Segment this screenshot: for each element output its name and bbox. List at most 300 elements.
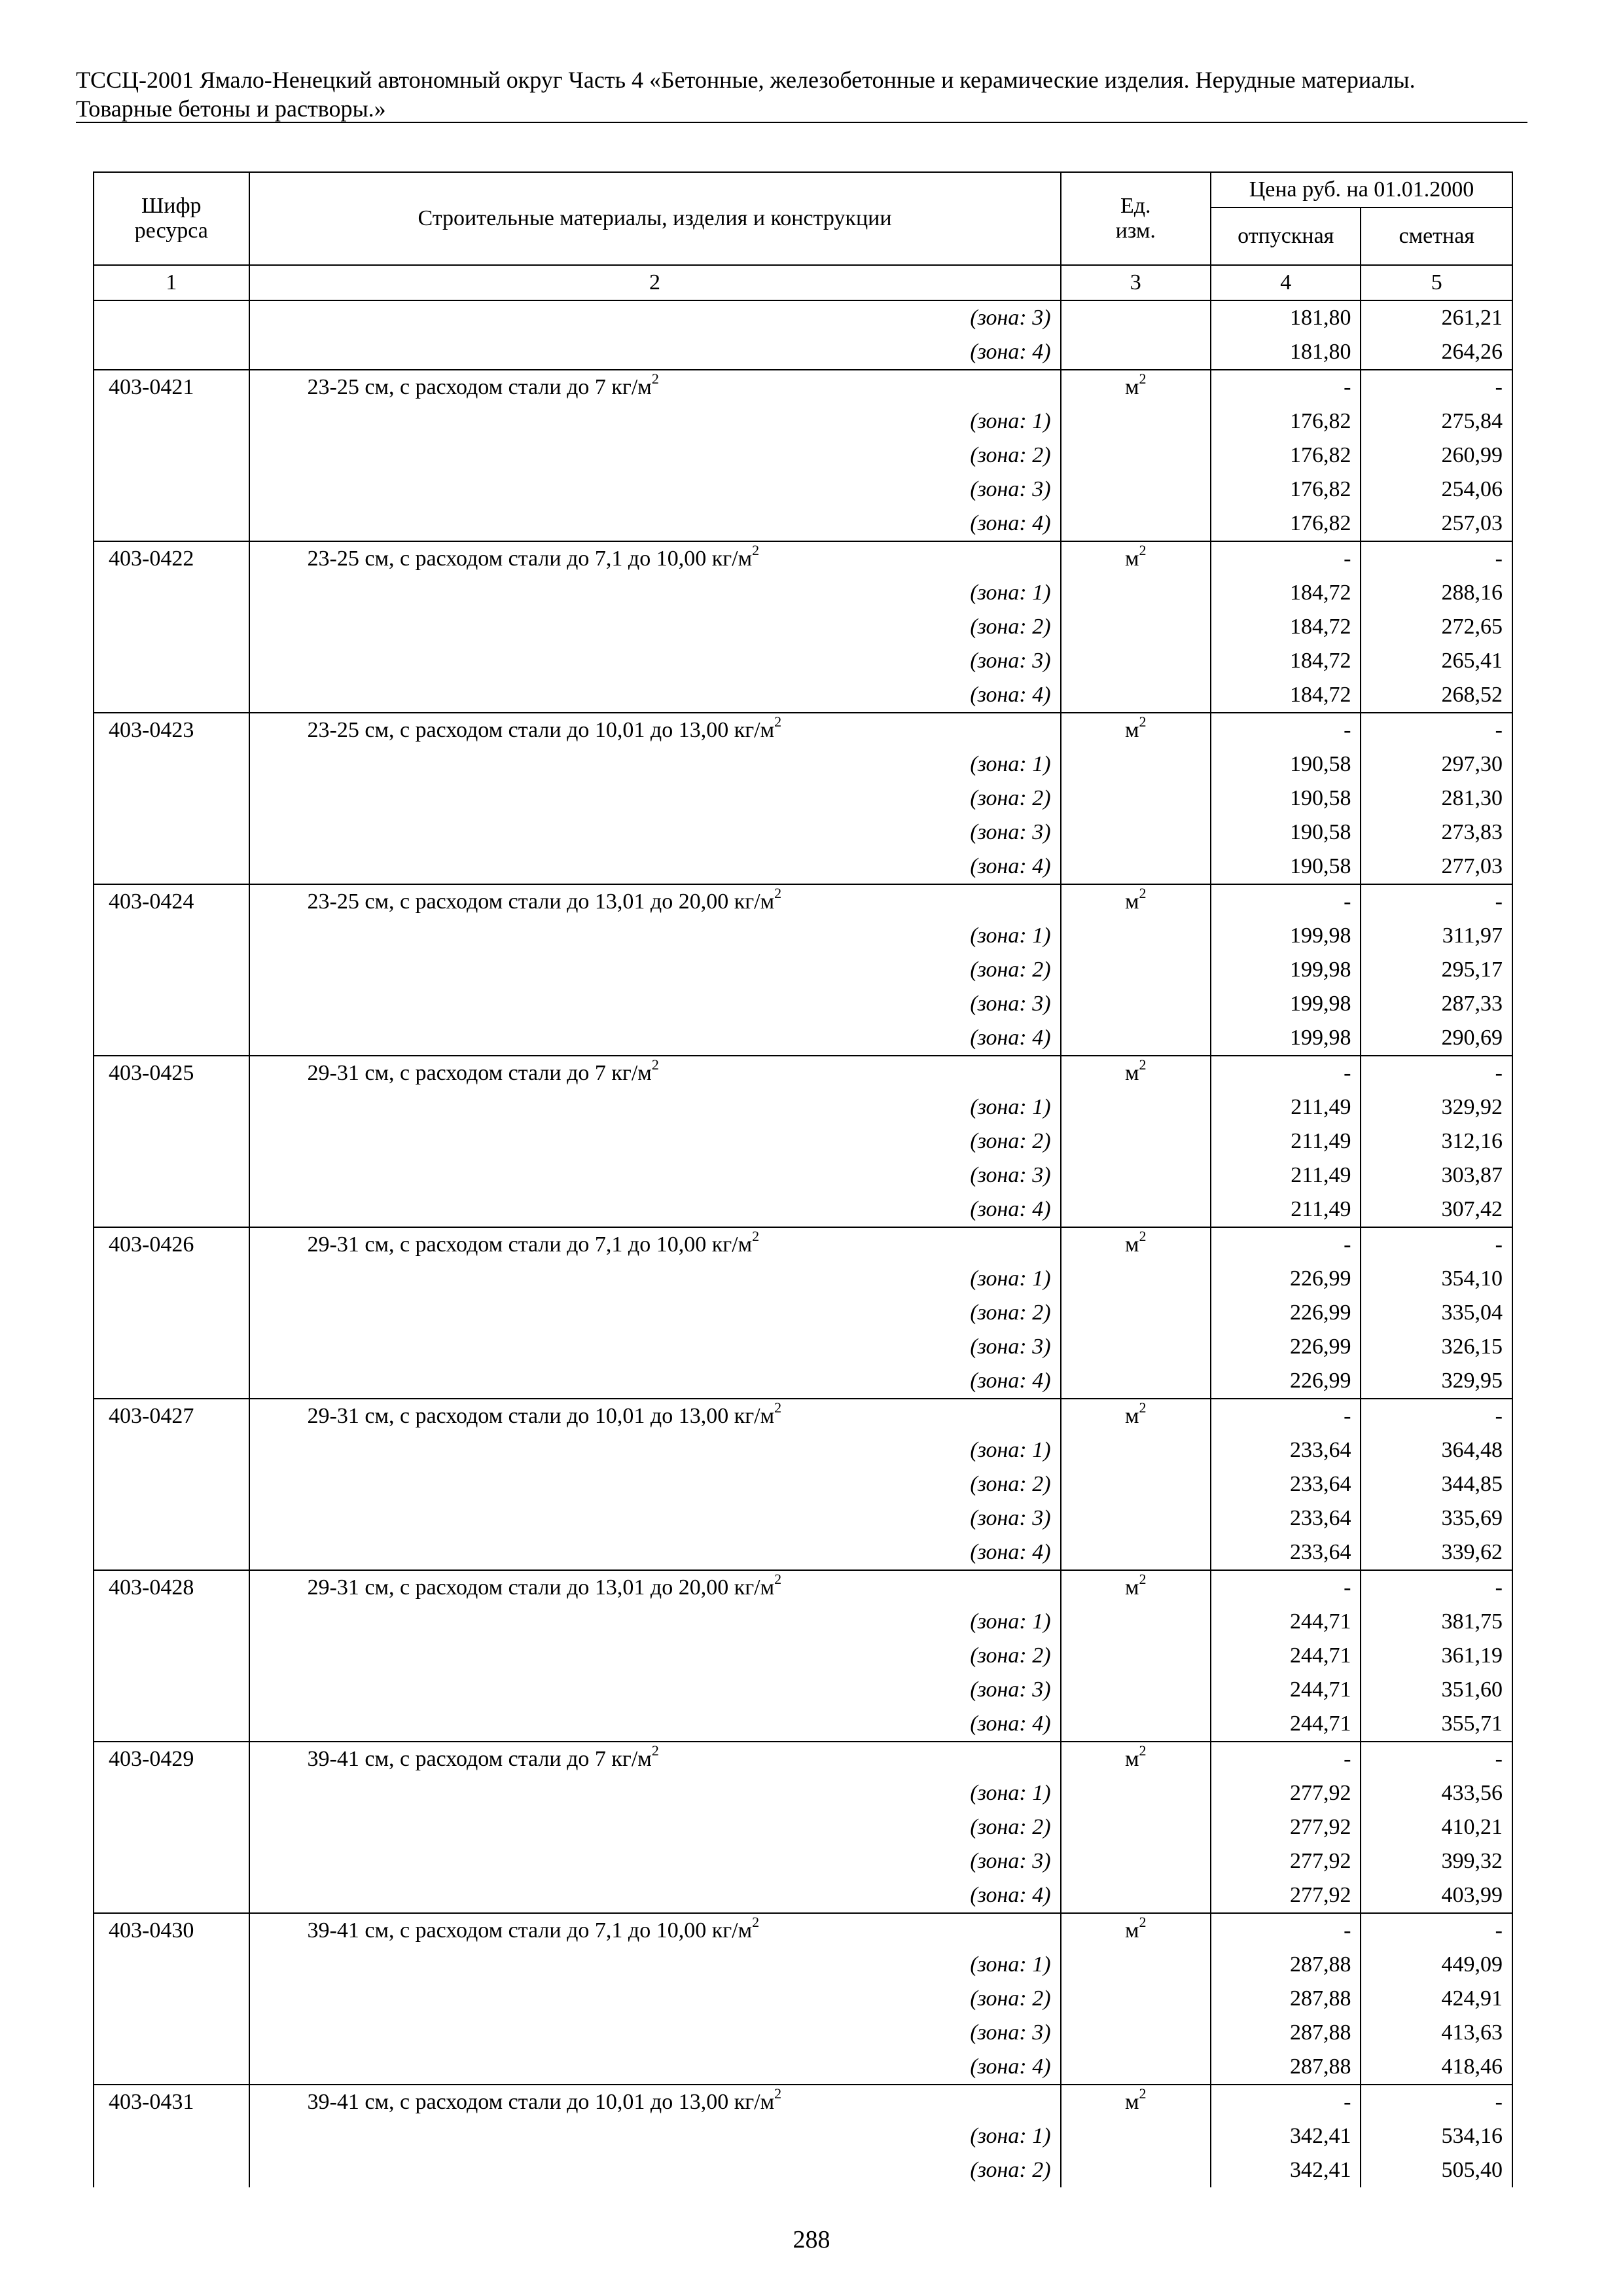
zone-label: (зона: 4) (249, 335, 1061, 370)
table-row (94, 1605, 1512, 1639)
unit-exponent: 2 (774, 713, 782, 730)
unit-text: м (1125, 1404, 1139, 1428)
estimate-price: 261,21 (1361, 300, 1512, 335)
zone-label: (зона: 2) (249, 1639, 1061, 1673)
zone-label: (зона: 3) (249, 300, 1061, 335)
release-price: 244,71 (1211, 1605, 1361, 1639)
unit-exponent: 2 (1139, 1914, 1147, 1930)
zone-label: (зона: 1) (249, 1090, 1061, 1124)
zone-label: (зона: 3) (249, 1673, 1061, 1707)
col-header-release: отпускная (1211, 207, 1361, 265)
resource-code-cell (94, 1535, 249, 1570)
resource-code-cell (94, 2016, 249, 2050)
resource-code-cell (94, 1844, 249, 1878)
table-row (94, 781, 1512, 816)
unit-cell (1061, 1467, 1211, 1501)
unit-cell (1061, 1639, 1211, 1673)
estimate-price: 288,16 (1361, 576, 1512, 610)
estimate-price: - (1361, 713, 1512, 747)
table-row (94, 1810, 1512, 1844)
resource-code-cell (94, 1090, 249, 1124)
table-row (94, 576, 1512, 610)
estimate-price: 272,65 (1361, 610, 1512, 644)
zone-label: (зона: 1) (249, 919, 1061, 953)
table-row (94, 370, 1512, 404)
table-row (94, 1844, 1512, 1878)
resource-code-cell (94, 987, 249, 1021)
unit-exponent: 2 (752, 1914, 760, 1930)
release-price: 233,64 (1211, 1467, 1361, 1501)
material-name-text: 39-41 см, с расходом стали до 10,01 до 13,00 кг/м (307, 2090, 775, 2114)
estimate-price: 344,85 (1361, 1467, 1512, 1501)
release-price: 342,41 (1211, 2153, 1361, 2187)
estimate-price: 354,10 (1361, 1262, 1512, 1296)
material-name-text: 29-31 см, с расходом стали до 7 кг/м (307, 1061, 652, 1085)
estimate-price: - (1361, 884, 1512, 919)
release-price: - (1211, 884, 1361, 919)
unit-cell (1061, 335, 1211, 370)
release-price: 277,92 (1211, 1810, 1361, 1844)
zone-label: (зона: 2) (249, 1124, 1061, 1158)
unit-cell (1061, 2085, 1211, 2119)
release-price: 199,98 (1211, 987, 1361, 1021)
table-row (94, 1330, 1512, 1364)
release-price: - (1211, 1742, 1361, 1776)
unit-cell (1061, 1090, 1211, 1124)
release-price: - (1211, 370, 1361, 404)
unit-cell (1061, 644, 1211, 678)
estimate-price: 268,52 (1361, 678, 1512, 713)
resource-code-cell (94, 507, 249, 541)
table-row (94, 1673, 1512, 1707)
page-header (76, 65, 1529, 123)
table-row (94, 2119, 1512, 2153)
resource-code-cell (94, 610, 249, 644)
resource-code: 403-0427 (94, 1399, 249, 1433)
resource-code-cell (94, 2153, 249, 2187)
resource-code-cell (94, 1296, 249, 1330)
estimate-price: 418,46 (1361, 2050, 1512, 2085)
unit-exponent: 2 (1139, 713, 1147, 730)
resource-code: 403-0421 (94, 370, 249, 404)
zone-label: (зона: 2) (249, 1467, 1061, 1501)
estimate-price: 381,75 (1361, 1605, 1512, 1639)
unit-cell (1061, 1330, 1211, 1364)
material-name (249, 1399, 1061, 1433)
col-header-name: Строительные материалы, изделия и конструкции (249, 172, 1061, 265)
column-number: 4 (1211, 265, 1361, 300)
unit-cell (1061, 507, 1211, 541)
column-number: 5 (1361, 265, 1512, 300)
unit-exponent: 2 (774, 885, 782, 901)
release-price: 211,49 (1211, 1124, 1361, 1158)
table-row (94, 884, 1512, 919)
unit-exponent: 2 (752, 1228, 760, 1244)
unit-cell (1061, 919, 1211, 953)
unit-cell (1061, 1605, 1211, 1639)
unit-exponent: 2 (1139, 2085, 1147, 2102)
column-number: 2 (249, 265, 1061, 300)
resource-code: 403-0426 (94, 1227, 249, 1262)
table-row (94, 1399, 1512, 1433)
estimate-price: 364,48 (1361, 1433, 1512, 1467)
release-price: 211,49 (1211, 1193, 1361, 1227)
resource-code-cell (94, 1124, 249, 1158)
resource-code-cell (94, 678, 249, 713)
table-row (94, 1535, 1512, 1570)
estimate-price: - (1361, 1913, 1512, 1948)
resource-code-cell (94, 2050, 249, 2085)
col-header-estimate: сметная (1361, 207, 1512, 265)
release-price: 287,88 (1211, 1948, 1361, 1982)
resource-code-cell (94, 850, 249, 884)
material-name (249, 1570, 1061, 1605)
material-name (249, 1913, 1061, 1948)
unit-cell (1061, 1742, 1211, 1776)
resource-code: 403-0422 (94, 541, 249, 576)
unit-cell (1061, 1844, 1211, 1878)
zone-label: (зона: 4) (249, 1878, 1061, 1913)
table-row (94, 1364, 1512, 1399)
unit-exponent: 2 (774, 1399, 782, 1416)
estimate-price: 355,71 (1361, 1707, 1512, 1742)
unit-cell (1061, 2119, 1211, 2153)
estimate-price: 303,87 (1361, 1158, 1512, 1193)
zone-label: (зона: 1) (249, 1776, 1061, 1810)
estimate-price: 329,95 (1361, 1364, 1512, 1399)
col-header-unit: Ед. изм. (1061, 172, 1211, 265)
release-price: 199,98 (1211, 1021, 1361, 1056)
unit-cell (1061, 1296, 1211, 1330)
release-price: 184,72 (1211, 644, 1361, 678)
unit-exponent: 2 (651, 1742, 659, 1759)
table-row (94, 610, 1512, 644)
unit-cell (1061, 713, 1211, 747)
release-price: 199,98 (1211, 953, 1361, 987)
table-row (94, 439, 1512, 473)
zone-label: (зона: 1) (249, 2119, 1061, 2153)
table-row (94, 1501, 1512, 1535)
unit-cell (1061, 1193, 1211, 1227)
estimate-price: 311,97 (1361, 919, 1512, 953)
unit-exponent: 2 (774, 2085, 782, 2102)
unit-cell (1061, 1707, 1211, 1742)
resource-code-cell (94, 1501, 249, 1535)
estimate-price: 433,56 (1361, 1776, 1512, 1810)
table-row (94, 1776, 1512, 1810)
unit-text: м (1125, 547, 1139, 571)
resource-code: 403-0431 (94, 2085, 249, 2119)
release-price: 181,80 (1211, 335, 1361, 370)
zone-label: (зона: 2) (249, 953, 1061, 987)
estimate-price: 351,60 (1361, 1673, 1512, 1707)
estimate-price: 329,92 (1361, 1090, 1512, 1124)
resource-code-cell (94, 919, 249, 953)
table-row (94, 2016, 1512, 2050)
estimate-price: 361,19 (1361, 1639, 1512, 1673)
unit-cell (1061, 1878, 1211, 1913)
unit-cell (1061, 610, 1211, 644)
zone-label: (зона: 4) (249, 1364, 1061, 1399)
unit-cell (1061, 300, 1211, 335)
estimate-price: 335,69 (1361, 1501, 1512, 1535)
estimate-price: - (1361, 2085, 1512, 2119)
table-row (94, 1227, 1512, 1262)
unit-text: м (1125, 1575, 1139, 1600)
release-price: 211,49 (1211, 1090, 1361, 1124)
release-price: 233,64 (1211, 1535, 1361, 1570)
zone-label: (зона: 2) (249, 2153, 1061, 2187)
release-price: 184,72 (1211, 576, 1361, 610)
unit-cell (1061, 1262, 1211, 1296)
zone-label: (зона: 1) (249, 404, 1061, 439)
resource-code-cell (94, 1878, 249, 1913)
material-name (249, 713, 1061, 747)
zone-label: (зона: 3) (249, 644, 1061, 678)
unit-cell (1061, 1810, 1211, 1844)
resource-code-cell (94, 747, 249, 781)
col-header-code: Шифр ресурса (94, 172, 249, 265)
zone-label: (зона: 4) (249, 678, 1061, 713)
release-price: 226,99 (1211, 1296, 1361, 1330)
release-price: 233,64 (1211, 1433, 1361, 1467)
resource-code: 403-0429 (94, 1742, 249, 1776)
unit-cell (1061, 439, 1211, 473)
estimate-price: 326,15 (1361, 1330, 1512, 1364)
resource-code-cell (94, 335, 249, 370)
resource-code-cell (94, 644, 249, 678)
resource-code-cell (94, 816, 249, 850)
zone-label: (зона: 3) (249, 1158, 1061, 1193)
material-name-text: 23-25 см, с расходом стали до 13,01 до 20,00 кг/м (307, 889, 775, 914)
unit-cell (1061, 1021, 1211, 1056)
col-header-price-group: Цена руб. на 01.01.2000 (1211, 172, 1512, 207)
unit-text: м (1125, 1061, 1139, 1085)
table-row (94, 1056, 1512, 1090)
release-price: - (1211, 1399, 1361, 1433)
estimate-price: 449,09 (1361, 1948, 1512, 1982)
zone-label: (зона: 3) (249, 473, 1061, 507)
unit-cell (1061, 781, 1211, 816)
resource-code: 403-0425 (94, 1056, 249, 1090)
table-row (94, 507, 1512, 541)
estimate-price: 534,16 (1361, 2119, 1512, 2153)
zone-label: (зона: 3) (249, 2016, 1061, 2050)
unit-cell (1061, 1124, 1211, 1158)
unit-exponent: 2 (774, 1571, 782, 1587)
unit-exponent: 2 (1139, 370, 1147, 387)
estimate-price: 254,06 (1361, 473, 1512, 507)
unit-exponent: 2 (752, 542, 760, 558)
resource-code-cell (94, 300, 249, 335)
table-row (94, 1948, 1512, 1982)
unit-text: м (1125, 375, 1139, 399)
release-price: 176,82 (1211, 507, 1361, 541)
zone-label: (зона: 3) (249, 987, 1061, 1021)
table-row (94, 1467, 1512, 1501)
resource-code-cell (94, 1673, 249, 1707)
resource-code-cell (94, 1433, 249, 1467)
estimate-price: 281,30 (1361, 781, 1512, 816)
unit-cell (1061, 1982, 1211, 2016)
unit-cell (1061, 1570, 1211, 1605)
estimate-price: 257,03 (1361, 507, 1512, 541)
estimate-price: 275,84 (1361, 404, 1512, 439)
zone-label: (зона: 2) (249, 781, 1061, 816)
estimate-price: 413,63 (1361, 2016, 1512, 2050)
estimate-price: 399,32 (1361, 1844, 1512, 1878)
table-row (94, 1262, 1512, 1296)
table-row (94, 678, 1512, 713)
zone-label: (зона: 3) (249, 816, 1061, 850)
zone-label: (зона: 2) (249, 439, 1061, 473)
zone-label: (зона: 3) (249, 1330, 1061, 1364)
release-price: 342,41 (1211, 2119, 1361, 2153)
column-number-row (94, 265, 1512, 300)
estimate-price: 297,30 (1361, 747, 1512, 781)
unit-cell (1061, 1673, 1211, 1707)
estimate-price: - (1361, 1227, 1512, 1262)
release-price: 184,72 (1211, 678, 1361, 713)
unit-exponent: 2 (1139, 1056, 1147, 1073)
resource-code: 403-0424 (94, 884, 249, 919)
material-name (249, 541, 1061, 576)
table-row (94, 644, 1512, 678)
release-price: - (1211, 2085, 1361, 2119)
resource-code-cell (94, 1948, 249, 1982)
unit-cell (1061, 747, 1211, 781)
unit-cell (1061, 850, 1211, 884)
resource-code: 403-0428 (94, 1570, 249, 1605)
resource-code: 403-0423 (94, 713, 249, 747)
table-row (94, 1090, 1512, 1124)
header-line-2: Товарные бетоны и растворы.» (76, 96, 386, 122)
unit-cell (1061, 541, 1211, 576)
column-number: 1 (94, 265, 249, 300)
table-row (94, 1878, 1512, 1913)
material-name-text: 39-41 см, с расходом стали до 7 кг/м (307, 1747, 652, 1771)
table-row (94, 953, 1512, 987)
unit-cell (1061, 884, 1211, 919)
estimate-price: 265,41 (1361, 644, 1512, 678)
resource-code-cell (94, 1262, 249, 1296)
resource-code-cell (94, 1707, 249, 1742)
release-price: 287,88 (1211, 1982, 1361, 2016)
release-price: 244,71 (1211, 1673, 1361, 1707)
unit-cell (1061, 2050, 1211, 2085)
unit-cell (1061, 576, 1211, 610)
table-row (94, 1707, 1512, 1742)
resource-code-cell (94, 576, 249, 610)
material-name (249, 884, 1061, 919)
estimate-price: 335,04 (1361, 1296, 1512, 1330)
unit-cell (1061, 678, 1211, 713)
estimate-price: - (1361, 541, 1512, 576)
zone-label: (зона: 1) (249, 1605, 1061, 1639)
release-price: 199,98 (1211, 919, 1361, 953)
header-line-1: ТССЦ-2001 Ямало-Ненецкий автономный округ Часть 4 «Бетонные, железобетонные и керамические изделия. Нерудные материалы. (76, 67, 1416, 93)
estimate-price: - (1361, 1570, 1512, 1605)
table-row (94, 1124, 1512, 1158)
material-name-text: 23-25 см, с расходом стали до 7 кг/м (307, 375, 652, 399)
resource-code-cell (94, 1021, 249, 1056)
table-row (94, 1021, 1512, 1056)
table-row (94, 2085, 1512, 2119)
release-price: 184,72 (1211, 610, 1361, 644)
unit-cell (1061, 473, 1211, 507)
resource-code-cell (94, 1810, 249, 1844)
unit-cell (1061, 1399, 1211, 1433)
unit-text: м (1125, 1232, 1139, 1257)
zone-label: (зона: 4) (249, 1193, 1061, 1227)
material-name (249, 1742, 1061, 1776)
unit-text: м (1125, 1918, 1139, 1943)
unit-cell (1061, 1158, 1211, 1193)
unit-cell (1061, 1776, 1211, 1810)
release-price: 190,58 (1211, 781, 1361, 816)
material-name (249, 2085, 1061, 2119)
estimate-price: 287,33 (1361, 987, 1512, 1021)
resource-code-cell (94, 439, 249, 473)
table-row (94, 2050, 1512, 2085)
zone-label: (зона: 4) (249, 850, 1061, 884)
estimate-price: - (1361, 1399, 1512, 1433)
release-price: - (1211, 1913, 1361, 1948)
release-price: 190,58 (1211, 850, 1361, 884)
table-row (94, 1742, 1512, 1776)
unit-exponent: 2 (651, 1056, 659, 1073)
release-price: 176,82 (1211, 439, 1361, 473)
material-name-text: 29-31 см, с расходом стали до 13,01 до 20,00 кг/м (307, 1575, 775, 1600)
table-body (94, 300, 1512, 2187)
price-table (93, 171, 1513, 2187)
estimate-price: 312,16 (1361, 1124, 1512, 1158)
release-price: 190,58 (1211, 747, 1361, 781)
zone-label: (зона: 4) (249, 507, 1061, 541)
unit-text: м (1125, 2090, 1139, 2114)
material-name-text: 23-25 см, с расходом стали до 10,01 до 13,00 кг/м (307, 718, 775, 742)
unit-exponent: 2 (1139, 1742, 1147, 1759)
material-name-text: 29-31 см, с расходом стали до 10,01 до 13,00 кг/м (307, 1404, 775, 1428)
release-price: - (1211, 1570, 1361, 1605)
unit-cell (1061, 2016, 1211, 2050)
resource-code: 403-0430 (94, 1913, 249, 1948)
table-row (94, 1193, 1512, 1227)
material-name (249, 1227, 1061, 1262)
unit-cell (1061, 370, 1211, 404)
resource-code-cell (94, 1605, 249, 1639)
estimate-price: 260,99 (1361, 439, 1512, 473)
resource-code-cell (94, 1158, 249, 1193)
release-price: 176,82 (1211, 473, 1361, 507)
unit-cell (1061, 987, 1211, 1021)
table-row (94, 1982, 1512, 2016)
zone-label: (зона: 1) (249, 576, 1061, 610)
estimate-price: 295,17 (1361, 953, 1512, 987)
unit-cell (1061, 1364, 1211, 1399)
resource-code-cell (94, 1364, 249, 1399)
table-row (94, 919, 1512, 953)
unit-cell (1061, 1501, 1211, 1535)
estimate-price: 264,26 (1361, 335, 1512, 370)
zone-label: (зона: 1) (249, 1948, 1061, 1982)
page-number: 288 (793, 2226, 830, 2253)
resource-code-cell (94, 2119, 249, 2153)
column-number: 3 (1061, 265, 1211, 300)
estimate-price: 505,40 (1361, 2153, 1512, 2187)
estimate-price: 277,03 (1361, 850, 1512, 884)
resource-code-cell (94, 781, 249, 816)
